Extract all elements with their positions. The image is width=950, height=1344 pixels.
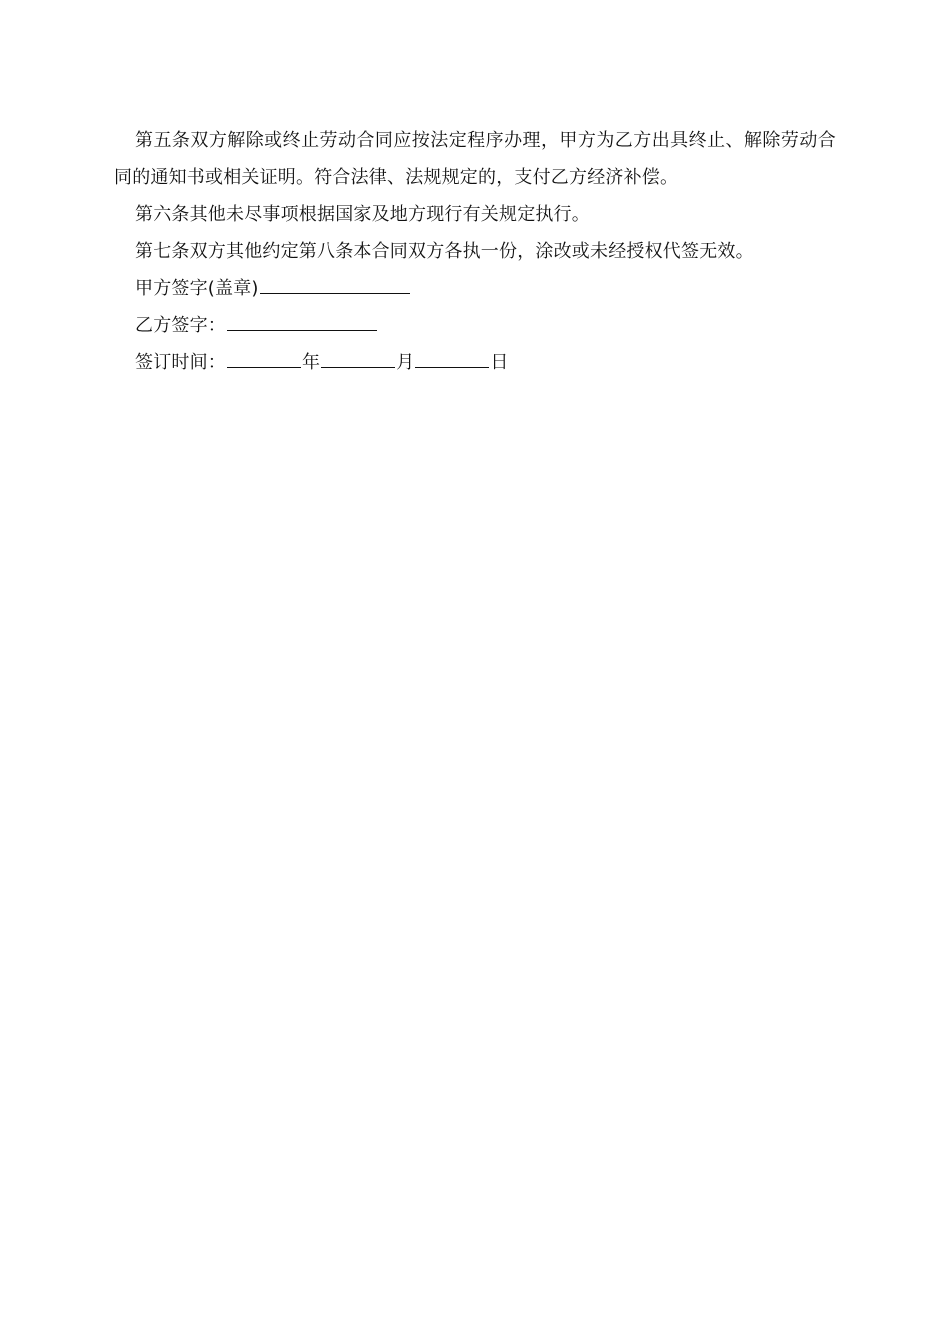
month-blank bbox=[321, 345, 395, 368]
month-label: 月 bbox=[396, 352, 415, 373]
party-b-signature-line bbox=[114, 307, 836, 344]
party-a-signature-line bbox=[114, 270, 836, 307]
year-label: 年 bbox=[302, 352, 321, 373]
document-body bbox=[114, 122, 836, 381]
article-5-paragraph: 第五条双方解除或终止劳动合同应按法定程序办理，甲方为乙方出具终止、解除劳动合同的通知书或相关证明。符合法律、法规规定的，支付乙方经济补偿。 bbox=[114, 130, 836, 188]
article-6-paragraph: 第六条其他未尽事项根据国家及地方现行有关规定执行。 bbox=[135, 204, 590, 225]
article-7-8-paragraph: 第七条双方其他约定第八条本合同双方各执一份，涂改或未经授权代签无效。 bbox=[135, 241, 754, 262]
day-blank bbox=[415, 345, 489, 368]
party-a-signature-label: 甲方签字(盖章) bbox=[135, 278, 259, 299]
signing-date-label: 签订时间： bbox=[135, 352, 226, 373]
party-b-signature-label: 乙方签字： bbox=[135, 315, 226, 336]
day-label: 日 bbox=[490, 352, 509, 373]
party-b-signature-blank bbox=[227, 308, 377, 331]
year-blank bbox=[227, 345, 301, 368]
signing-date-line bbox=[114, 344, 836, 381]
party-a-signature-blank bbox=[260, 271, 410, 294]
